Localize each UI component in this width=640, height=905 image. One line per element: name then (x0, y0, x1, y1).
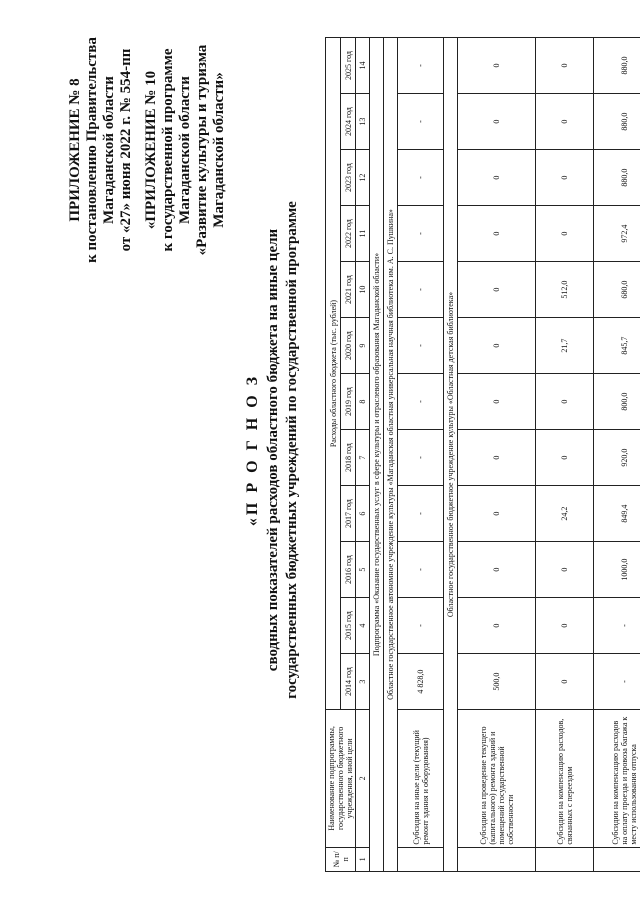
cell-value: 0 (536, 374, 594, 430)
appendix-line: ПРИЛОЖЕНИЕ № 8 (67, 78, 83, 222)
year-header: 2016 год (341, 542, 356, 598)
cell-value: 0 (458, 542, 536, 598)
institution-title: Областное государственное бюджетное учреждение культуры «Областная детская библиотека» (444, 38, 458, 872)
year-header: 2017 год (341, 486, 356, 542)
cell-value: - (398, 486, 444, 542)
col-index: 3 (356, 654, 370, 710)
year-header: 2025 год (341, 38, 356, 94)
cell-value: 1000,0 (594, 542, 640, 598)
col-index: 6 (356, 486, 370, 542)
cell-value: 0 (458, 206, 536, 262)
year-header: 2019 год (341, 374, 356, 430)
expenses-header: Расходы областного бюджета (тыс. рублей) (326, 38, 341, 710)
year-header: 2018 год (341, 430, 356, 486)
table-row (594, 38, 640, 872)
col-index: 7 (356, 430, 370, 486)
cell-value: 0 (536, 542, 594, 598)
cell-value: 880,0 (594, 94, 640, 150)
cell-value: 0 (536, 38, 594, 94)
subprogram-row (370, 38, 384, 872)
cell-value: 880,0 (594, 38, 640, 94)
cell-value: - (398, 262, 444, 318)
cell-value: 0 (536, 94, 594, 150)
cell-value: - (594, 654, 640, 710)
cell-value: - (398, 38, 444, 94)
cell-value: 0 (458, 262, 536, 318)
cell-value: 0 (458, 94, 536, 150)
cell-value: 512,0 (536, 262, 594, 318)
year-header: 2014 год (341, 654, 356, 710)
year-header: 2021 год (341, 262, 356, 318)
year-header: 2020 год (341, 318, 356, 374)
prior-appendix-line: Магаданской области (177, 76, 193, 224)
cell-value: 800,0 (594, 374, 640, 430)
col-header-name: Наименование подпрограммы, государственного бюджетного учреждения, иной цели (326, 710, 356, 848)
year-header: 2022 год (341, 206, 356, 262)
cell-value: 880,0 (594, 150, 640, 206)
institution-row (384, 38, 398, 872)
cell-value: 680,0 (594, 262, 640, 318)
document-title (243, 170, 302, 730)
document-page (15, 20, 638, 890)
appendix-line: к постановлению Правительства (84, 37, 100, 263)
appendix-header (67, 25, 135, 275)
col-index: 14 (356, 38, 370, 94)
title-main: «П Р О Г Н О З (244, 373, 261, 527)
table-row (458, 38, 536, 872)
index-row (356, 38, 370, 872)
row-name: Субсидии на компенсацию расходов на оплату проезда и провоза багажа к месту использования отпуска (594, 710, 640, 848)
cell-value: - (594, 598, 640, 654)
col-index: 9 (356, 318, 370, 374)
cell-value: 0 (458, 318, 536, 374)
col-index: 13 (356, 94, 370, 150)
cell-value: 849,4 (594, 486, 640, 542)
cell-value: - (398, 598, 444, 654)
year-header: 2015 год (341, 598, 356, 654)
cell-value: 500,0 (458, 654, 536, 710)
cell-value: 0 (458, 374, 536, 430)
cell-value: 0 (536, 654, 594, 710)
cell-value: 920,0 (594, 430, 640, 486)
cell-value: 0 (458, 598, 536, 654)
col-index: 1 (356, 847, 370, 871)
col-index: 11 (356, 206, 370, 262)
cell-value: - (398, 542, 444, 598)
cell-value: 4 828,0 (398, 654, 444, 710)
row-name: Субсидии на проведение текущего (капитального) ремонта зданий и помещений государственной собственности (458, 710, 536, 848)
title-line: сводных показателей расходов областного бюджета на иные цели (265, 228, 281, 672)
year-header: 2024 год (341, 94, 356, 150)
year-header: 2023 год (341, 150, 356, 206)
cell-value: 21,7 (536, 318, 594, 374)
prior-appendix-line: «ПРИЛОЖЕНИЕ № 10 (143, 70, 159, 230)
cell-value: - (398, 430, 444, 486)
institution-row (444, 38, 458, 872)
appendix-line: от «27» июня 2022 г. № 554-пп (118, 48, 134, 252)
table-row (536, 38, 594, 872)
cell-value: 0 (536, 150, 594, 206)
row-name: Субсидии на компенсацию расходов, связанных с переездом (536, 710, 594, 848)
cell-value: - (398, 374, 444, 430)
cell-value: 0 (458, 486, 536, 542)
cell-value: 24,2 (536, 486, 594, 542)
cell-value: 0 (536, 598, 594, 654)
cell-value: 845,7 (594, 318, 640, 374)
prior-appendix-header (143, 25, 228, 275)
cell-value: - (398, 94, 444, 150)
cell-value: - (398, 318, 444, 374)
col-index: 10 (356, 262, 370, 318)
cell-value: 0 (458, 150, 536, 206)
cell-value: 972,4 (594, 206, 640, 262)
col-index: 12 (356, 150, 370, 206)
col-header-num: № п/п (326, 847, 356, 871)
appendix-line: Магаданской области (101, 76, 117, 224)
institution-title: Областное государственное автономное учреждение культуры «Магаданская областная универсальная научная библиотека им. А. С. Пушкина» (384, 38, 398, 872)
col-index: 4 (356, 598, 370, 654)
cell-value: 0 (458, 38, 536, 94)
col-index: 2 (356, 710, 370, 848)
prior-appendix-line: «Развитие культуры и туризма (194, 44, 210, 256)
cell-value: - (398, 150, 444, 206)
cell-value: 0 (458, 430, 536, 486)
cell-value: 0 (536, 206, 594, 262)
subprogram-title: Подпрограмма «Оказание государственных услуг в сфере культуры и отраслевого образования Магаданской области» (370, 38, 384, 872)
row-name: Субсидия на иные цели (текущий ремонт здания и оборудования) (398, 710, 444, 848)
cell-value: - (398, 206, 444, 262)
title-line: государственных бюджетных учреждений по государственной программе (284, 201, 300, 699)
prior-appendix-line: Магаданской области» (211, 72, 227, 228)
table-row (398, 38, 444, 872)
cell-value: 0 (536, 430, 594, 486)
prior-appendix-line: к государственной программе (160, 48, 176, 252)
col-index: 5 (356, 542, 370, 598)
forecast-table (325, 37, 640, 872)
col-index: 8 (356, 374, 370, 430)
